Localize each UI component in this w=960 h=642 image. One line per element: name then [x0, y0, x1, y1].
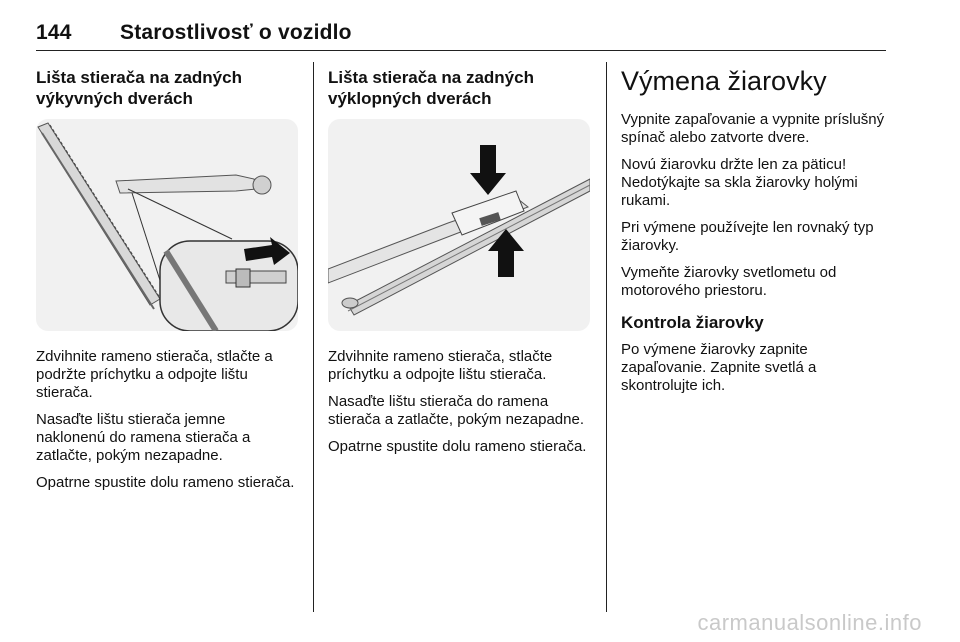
header-rule	[36, 50, 886, 51]
instruction-paragraph: Vymeňte žiarovky svetlometu od motorového priestoru.	[621, 264, 837, 299]
section-heading: Lišta stierača na zadných výkyvných dverách	[36, 68, 242, 108]
instruction-paragraph: Nasaďte lištu stierača jemne naklonenú do ramena stierača a zatlačte, pokým nezapadne.	[36, 411, 251, 464]
wiper-tailgate-icon	[328, 119, 590, 331]
instruction-paragraph: Zdvihnite rameno stierača, stlačte a podržte príchytku a odpojte lištu stierača.	[36, 348, 273, 401]
wiper-swing-door-icon	[36, 119, 298, 331]
instruction-paragraph: Opatrne spustite dolu rameno stierača.	[36, 474, 295, 491]
page-header	[36, 21, 352, 45]
column-bulb-replacement	[621, 62, 886, 404]
instruction-paragraph: Pri výmene používejte len rovnaký typ žiarovky.	[621, 219, 874, 254]
column-tailgate-wiper	[328, 62, 590, 465]
column-divider	[606, 62, 607, 612]
instruction-paragraph: Vypnite zapaľovanie a vypnite príslušný spínač alebo zatvorte dvere.	[621, 111, 885, 146]
tailgate-wiper-illustration	[328, 119, 590, 331]
page-title: Starostlivosť o vozidlo	[120, 21, 352, 44]
subsection-heading: Kontrola žiarovky	[621, 313, 764, 332]
chapter-heading: Výmena žiarovky	[621, 66, 827, 96]
swing-door-wiper-illustration	[36, 119, 298, 331]
instruction-paragraph: Zdvihnite rameno stierača, stlačte príchytku a odpojte lištu stierača.	[328, 348, 553, 383]
instruction-paragraph: Novú žiarovku držte len za päticu! Nedotýkajte sa skla žiarovky holými rukami.	[621, 156, 858, 209]
page-number: 144	[36, 21, 72, 44]
column-swing-door-wiper	[36, 62, 298, 501]
instruction-paragraph: Po výmene žiarovky zapnite zapaľovanie. Zapnite svetlá a skontrolujte ich.	[621, 341, 817, 394]
section-heading: Lišta stierača na zadných výklopných dverách	[328, 68, 534, 108]
instruction-paragraph: Opatrne spustite dolu rameno stierača.	[328, 438, 587, 455]
column-divider	[313, 62, 314, 612]
instruction-paragraph: Nasaďte lištu stierača do ramena stierača a zatlačte, pokým nezapadne.	[328, 393, 584, 428]
watermark: carmanualsonline.info	[697, 610, 922, 635]
